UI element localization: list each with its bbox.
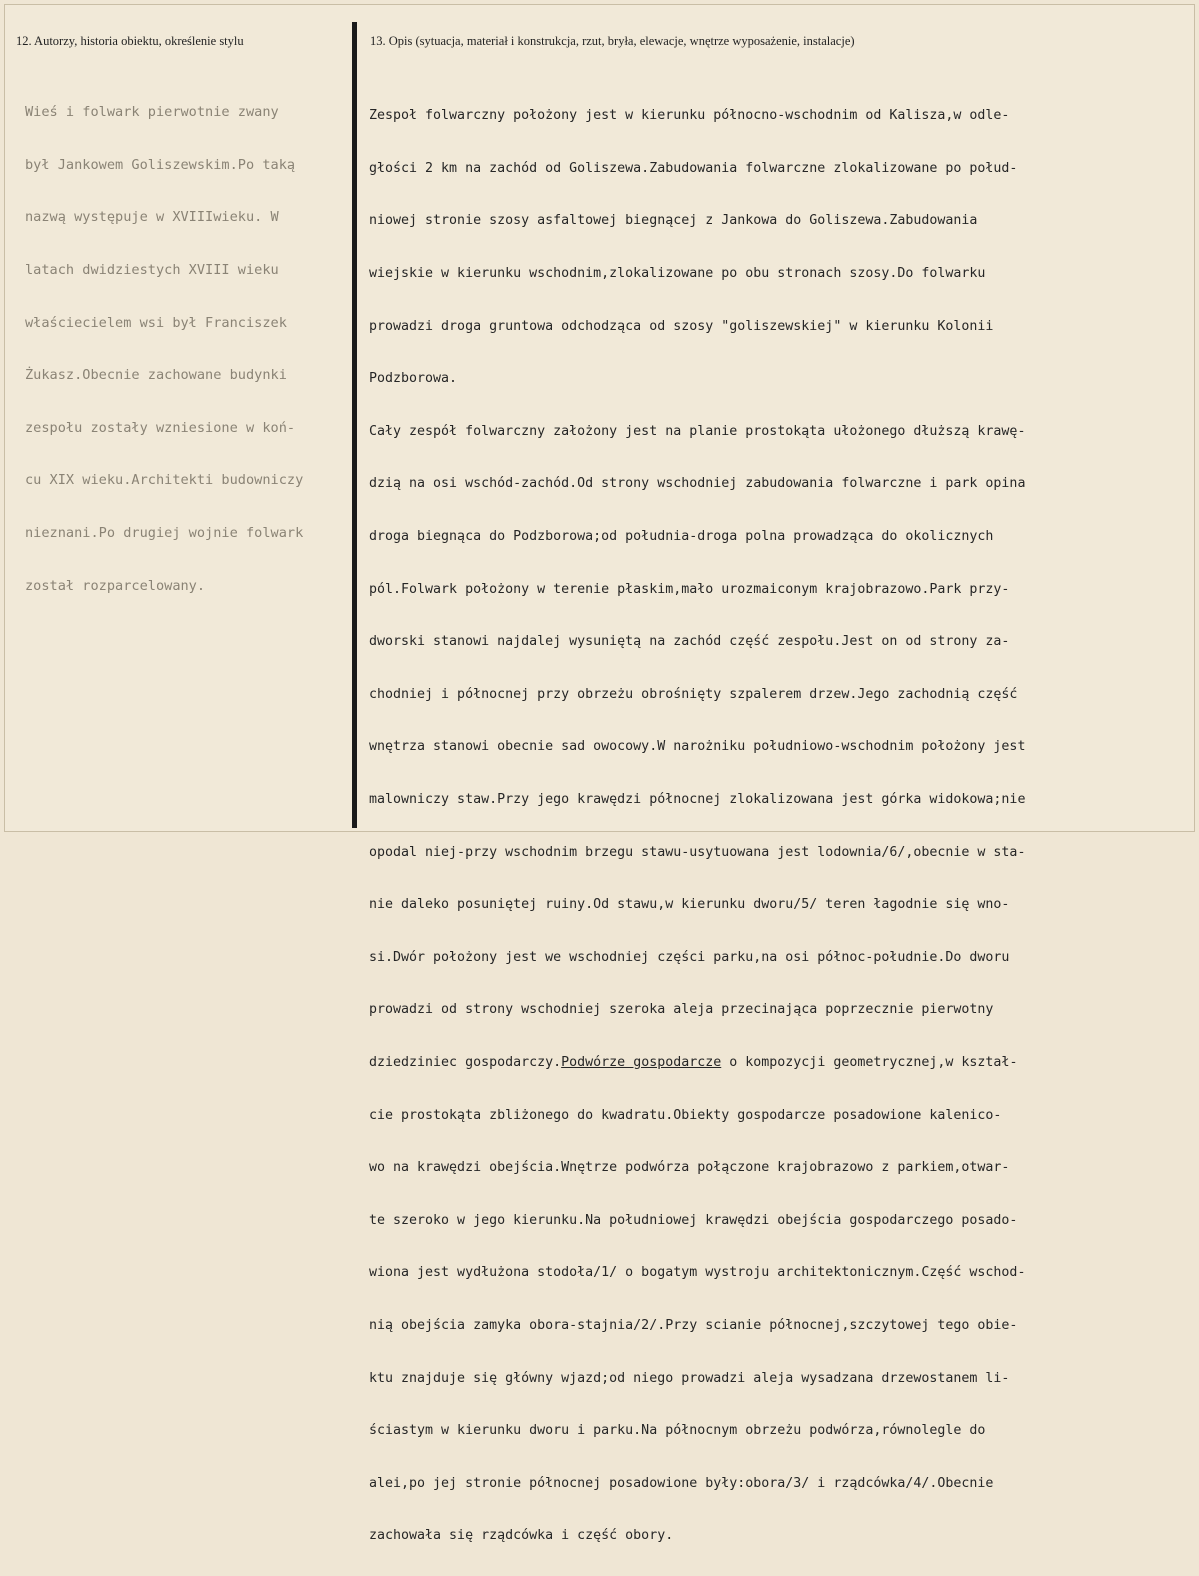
description-line: wiona jest wydłużona stodoła/1/ o bogatym wystroju architektonicznym.Część wschod- <box>369 1265 1026 1281</box>
description-line: Cały zespół folwarczny założony jest na planie prostokąta ułożonego dłuższą krawę- <box>369 423 1026 439</box>
description-line: cie prostokąta zbliżonego do kwadratu.Obiekty gospodarcze posadowione kalenico- <box>369 1107 1002 1123</box>
history-text <box>25 73 303 625</box>
history-line: nazwą występuje w XVIIIwieku. W <box>25 209 279 226</box>
history-line: Żukasz.Obecnie zachowane budynki <box>25 367 287 384</box>
line-text-before: dziedziniec gospodarczy. <box>369 1054 562 1070</box>
description-line: alei,po jej stronie północnej posadowione były:obora/3/ i rządcówka/4/.Obecnie <box>369 1475 994 1491</box>
description-line: Zespoł folwarczny położony jest w kierunku północno-wschodnim od Kalisza,w odle- <box>369 108 1010 124</box>
description-line: dworski stanowi najdalej wysuniętą na zachód część zespołu.Jest on od strony za- <box>369 634 1010 650</box>
column-divider <box>352 22 357 828</box>
history-line: został rozparcelowany. <box>25 577 206 594</box>
description-line: ktu znajduje się główny wjazd;od niego prowadzi aleja wysadzana drzewostanem li- <box>369 1370 1010 1386</box>
description-line: ściastym w kierunku dworu i parku.Na północnym obrzeżu podwórza,równolegle do <box>369 1423 986 1439</box>
section-12-header: 12. Autorzy, historia obiektu, określenie stylu <box>16 34 244 48</box>
description-line: wnętrza stanowi obecnie sad owocowy.W narożniku południowo-wschodnim położony jest <box>369 739 1026 755</box>
history-line: był Jankowem Goliszewskim.Po taką <box>25 156 296 173</box>
line-text-after: o kompozycji geometrycznej,w kształ- <box>721 1054 1018 1070</box>
underlined-phrase: Podwórze gospodarcze <box>561 1054 722 1070</box>
history-line: latach dwidziestych XVIII wieku <box>25 262 279 279</box>
description-line-underlined <box>369 1050 1025 1076</box>
description-line: Podzborowa. <box>369 371 458 387</box>
description-line: wiejskie w kierunku wschodnim,zlokalizowane po obu stronach szosy.Do folwarku <box>369 266 986 282</box>
description-line: opodal niej-przy wschodnim brzegu stawu-usytuowana jest lodownia/6/,obecnie w sta- <box>369 844 1026 860</box>
description-line: malowniczy staw.Przy jego krawędzi północnej zlokalizowana jest górka widokowa;nie <box>369 792 1026 808</box>
description-line: zachowała się rządcówka i część obory. <box>369 1528 674 1544</box>
section-13-header: 13. Opis (sytuacja, materiał i konstrukcja, rzut, bryła, elewacje, wnętrze wyposażenie, instalacje) <box>370 34 855 48</box>
history-line: cu XIX wieku.Architekti budowniczy <box>25 472 304 489</box>
description-line: niowej stronie szosy asfaltowej biegnącej z Jankowa do Goliszewa.Zabudowania <box>369 213 978 229</box>
description-line: nie daleko posuniętej ruiny.Od stawu,w kierunku dworu/5/ teren łagodnie się wno- <box>369 897 1010 913</box>
description-line: dzią na osi wschód-zachód.Od strony wschodniej zabudowania folwarczne i park opina <box>369 476 1026 492</box>
description-line: nią obejścia zamyka obora-stajnia/2/.Przy scianie północnej,szczytowej tego obie- <box>369 1317 1018 1333</box>
history-line: zespołu zostały wzniesione w koń- <box>25 419 296 436</box>
description-line: droga biegnąca do Podzborowa;od południa-droga polna prowadząca do okolicznych <box>369 529 994 545</box>
description-line: chodniej i północnej przy obrzeżu obrośnięty szpalerem drzew.Jego zachodnią część <box>369 686 1018 702</box>
description-text <box>369 77 1025 1576</box>
history-line: Wieś i folwark pierwotnie zwany <box>25 104 279 121</box>
description-line: wo na krawędzi obejścia.Wnętrze podwórza połączone krajobrazowo z parkiem,otwar- <box>369 1160 1010 1176</box>
history-line: właściecielem wsi był Franciszek <box>25 314 287 331</box>
description-line: si.Dwór położony jest we wschodniej części parku,na osi północ-południe.Do dworu <box>369 949 1010 965</box>
history-line: nieznani.Po drugiej wojnie folwark <box>25 525 304 542</box>
description-line: głości 2 km na zachód od Goliszewa.Zabudowania folwarczne zlokalizowane po połud- <box>369 160 1018 176</box>
description-line: te szeroko w jego kierunku.Na południowej krawędzi obejścia gospodarczego posado- <box>369 1212 1018 1228</box>
description-line: prowadzi droga gruntowa odchodząca od szosy "goliszewskiej" w kierunku Kolonii <box>369 318 994 334</box>
description-line: prowadzi od strony wschodniej szeroka aleja przecinająca poprzecznie pierwotny <box>369 1002 994 1018</box>
description-line: pól.Folwark położony w terenie płaskim,mało urozmaiconym krajobrazowo.Park przy- <box>369 581 1010 597</box>
